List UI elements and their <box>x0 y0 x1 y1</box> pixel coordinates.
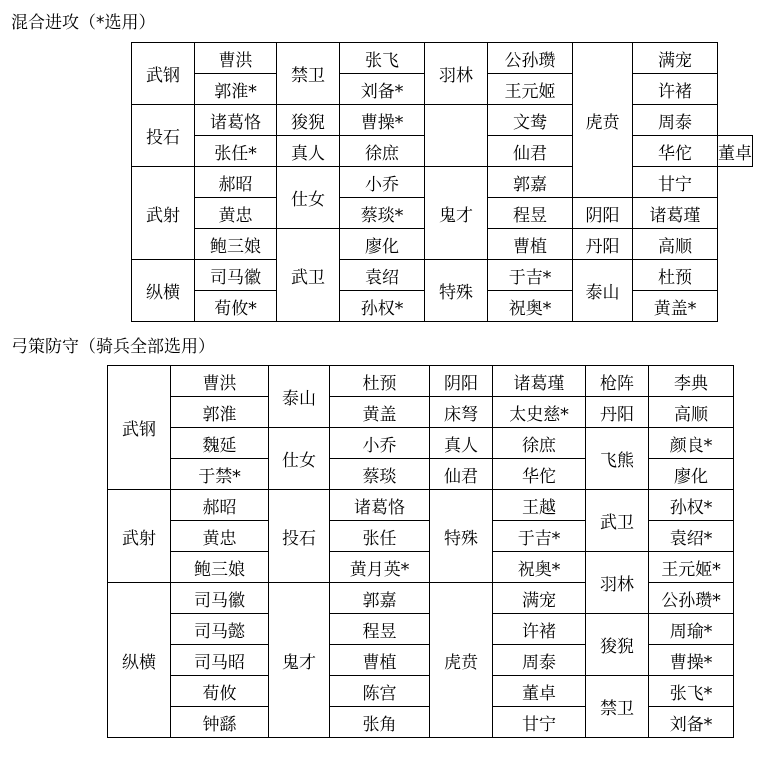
table-cell: 武钢 <box>132 43 195 105</box>
table-cell: 仕女 <box>277 167 340 229</box>
table-cell: 枪阵 <box>586 366 649 397</box>
table-row <box>108 397 734 428</box>
table-cell: 黄忠 <box>195 198 277 229</box>
table-cell: 投石 <box>269 490 330 583</box>
table-cell: 魏延 <box>171 428 269 459</box>
table-row <box>108 428 734 459</box>
table-cell: 武射 <box>108 490 171 583</box>
table-cell: 文鸯 <box>488 105 573 136</box>
table-cell: 甘宁 <box>493 707 586 738</box>
table-cell: 诸葛瑾 <box>633 198 718 229</box>
table-cell: 周泰 <box>633 105 718 136</box>
table-cell: 华佗 <box>633 136 718 167</box>
table-cell: 董卓 <box>493 676 586 707</box>
table-cell: 曹植 <box>330 645 430 676</box>
table-cell: 颜良* <box>649 428 734 459</box>
table-cell: 周瑜* <box>649 614 734 645</box>
table-cell: 于吉* <box>488 260 573 291</box>
table-row <box>132 260 753 291</box>
section-title-mixed-attack: 混合进攻（*选用） <box>11 13 156 33</box>
table-cell: 郝昭 <box>195 167 277 198</box>
table-cell: 太史慈* <box>493 397 586 428</box>
table-cell: 真人 <box>430 428 493 459</box>
table-cell: 诸葛恪 <box>330 490 430 521</box>
table-cell: 司马懿 <box>171 614 269 645</box>
table-cell: 泰山 <box>269 366 330 428</box>
table-cell: 特殊 <box>430 490 493 583</box>
table-cell: 祝奥* <box>488 291 573 322</box>
table-cell: 祝奥* <box>493 552 586 583</box>
table-cell: 飞熊 <box>586 428 649 490</box>
table-cell: 荀攸* <box>195 291 277 322</box>
table-cell: 曹操* <box>649 645 734 676</box>
table-cell: 武卫 <box>277 229 340 322</box>
table-cell: 真人 <box>277 136 340 167</box>
table-cell: 仙君 <box>430 459 493 490</box>
table-cell: 张飞* <box>649 676 734 707</box>
table-cell: 王越 <box>493 490 586 521</box>
table-cell: 杜预 <box>330 366 430 397</box>
table-cell: 徐庶 <box>340 136 425 167</box>
table-cell: 泰山 <box>573 260 633 322</box>
table-cell: 黄月英* <box>330 552 430 583</box>
table-row <box>108 552 734 583</box>
table-cell: 丹阳 <box>586 397 649 428</box>
table-cell: 禁卫 <box>586 676 649 738</box>
table-cell: 张角 <box>330 707 430 738</box>
mixed-attack-table <box>131 42 753 322</box>
table-cell: 刘备* <box>340 74 425 105</box>
table-cell: 狻猊 <box>277 105 340 136</box>
table-row <box>132 43 753 74</box>
table-cell: 张飞 <box>340 43 425 74</box>
table-cell: 蔡琰 <box>330 459 430 490</box>
table-cell: 满宠 <box>633 43 718 74</box>
table-cell: 司马徽 <box>195 260 277 291</box>
table-cell: 小乔 <box>340 167 425 198</box>
table-cell: 鲍三娘 <box>171 552 269 583</box>
table-cell: 仙君 <box>488 136 573 167</box>
table-cell: 王元姬 <box>488 74 573 105</box>
table-cell: 黄忠 <box>171 521 269 552</box>
table-cell: 蔡琰* <box>340 198 425 229</box>
table-cell: 许褚 <box>633 74 718 105</box>
table-cell: 阴阳 <box>430 366 493 397</box>
table-cell: 公孙瓒* <box>649 583 734 614</box>
table-cell: 钟繇 <box>171 707 269 738</box>
table-row <box>132 105 753 136</box>
table-cell: 徐庶 <box>493 428 586 459</box>
table-cell: 廖化 <box>340 229 425 260</box>
table-cell: 黄盖 <box>330 397 430 428</box>
table-cell: 甘宁 <box>633 167 718 198</box>
table-cell: 王元姬* <box>649 552 734 583</box>
table-cell: 郭嘉 <box>488 167 573 198</box>
table-cell: 狻猊 <box>586 614 649 676</box>
table-cell: 郭淮* <box>195 74 277 105</box>
table-cell: 曹植 <box>488 229 573 260</box>
table-cell: 高顺 <box>633 229 718 260</box>
table-cell: 于禁* <box>171 459 269 490</box>
table-row <box>108 676 734 707</box>
table-cell: 程昱 <box>488 198 573 229</box>
table-cell: 郭嘉 <box>330 583 430 614</box>
table-row <box>108 614 734 645</box>
table-cell: 董卓 <box>718 136 753 167</box>
table-cell: 许褚 <box>493 614 586 645</box>
table-cell: 武射 <box>132 167 195 260</box>
table-cell: 刘备* <box>649 707 734 738</box>
table-cell: 羽林 <box>425 43 488 105</box>
table-cell: 投石 <box>132 105 195 167</box>
table-cell: 纵横 <box>108 583 171 738</box>
archer-defense-table <box>107 365 734 738</box>
table-cell: 小乔 <box>330 428 430 459</box>
table-cell: 郝昭 <box>171 490 269 521</box>
table-cell: 特殊 <box>425 260 488 322</box>
table-cell: 虎贲 <box>573 43 633 198</box>
table-cell: 孙权* <box>649 490 734 521</box>
table-row <box>132 167 753 198</box>
table-cell: 床弩 <box>430 397 493 428</box>
table-cell: 袁绍 <box>340 260 425 291</box>
table-cell: 公孙瓒 <box>488 43 573 74</box>
table-row <box>108 366 734 397</box>
table-cell: 禁卫 <box>277 43 340 105</box>
table-cell: 诸葛瑾 <box>493 366 586 397</box>
table-cell: 诸葛恪 <box>195 105 277 136</box>
table-cell: 仕女 <box>269 428 330 490</box>
table-cell: 程昱 <box>330 614 430 645</box>
table-cell: 曹洪 <box>195 43 277 74</box>
table-cell: 满宠 <box>493 583 586 614</box>
table-cell: 鲍三娘 <box>195 229 277 260</box>
table-cell: 张任* <box>195 136 277 167</box>
table-cell: 杜预 <box>633 260 718 291</box>
table-cell: 武卫 <box>586 490 649 552</box>
table-cell: 曹洪 <box>171 366 269 397</box>
table-cell: 司马昭 <box>171 645 269 676</box>
table-row <box>108 490 734 521</box>
table-cell: 纵横 <box>132 260 195 322</box>
section-title-archer-defense: 弓策防守（骑兵全部选用） <box>11 337 215 357</box>
table-cell: 郭淮 <box>171 397 269 428</box>
table-cell: 高顺 <box>649 397 734 428</box>
table-cell: 华佗 <box>493 459 586 490</box>
table-cell: 荀攸 <box>171 676 269 707</box>
table-cell: 袁绍* <box>649 521 734 552</box>
table-cell: 孙权* <box>340 291 425 322</box>
table-cell: 虎贲 <box>430 583 493 738</box>
table-cell: 鬼才 <box>269 583 330 738</box>
table-cell: 曹操* <box>340 105 425 136</box>
table-cell: 丹阳 <box>573 229 633 260</box>
table-cell: 张任 <box>330 521 430 552</box>
table-cell: 廖化 <box>649 459 734 490</box>
table-cell: 陈宫 <box>330 676 430 707</box>
table-cell: 周泰 <box>493 645 586 676</box>
table-cell: 武钢 <box>108 366 171 490</box>
table-cell: 于吉* <box>493 521 586 552</box>
table-cell: 阴阳 <box>573 198 633 229</box>
table-cell: 司马徽 <box>171 583 269 614</box>
table-cell: 羽林 <box>586 552 649 614</box>
table-cell <box>425 105 488 167</box>
table-cell: 李典 <box>649 366 734 397</box>
table-cell: 鬼才 <box>425 167 488 260</box>
table-cell: 黄盖* <box>633 291 718 322</box>
